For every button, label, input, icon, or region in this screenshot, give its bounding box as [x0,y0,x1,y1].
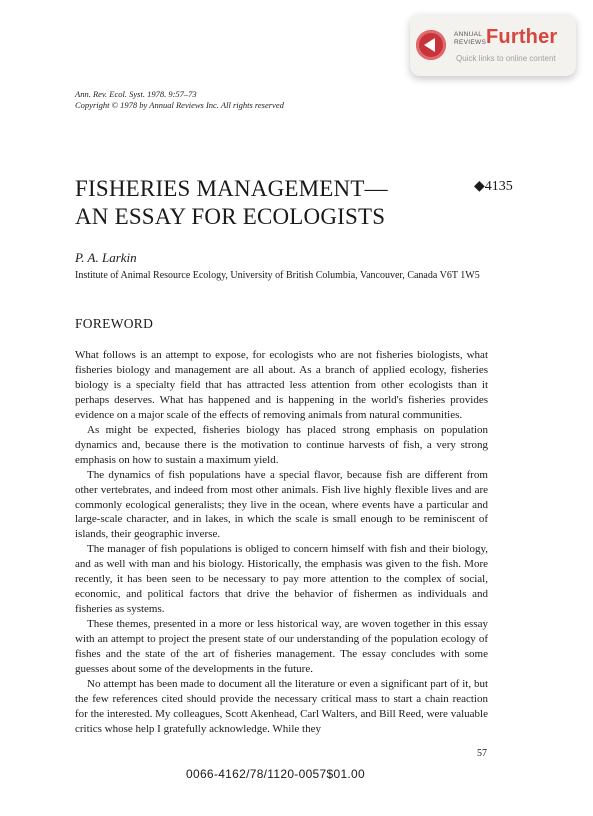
page-number: 57 [477,748,487,759]
paragraph: These themes, presented in a more or less historical way, are woven together in this essay with an attempt to project the present state of our understanding of the population ecology of fishes and the state of the art of fisheries management. The essay concludes with some guesses about some of the developments in the future. [75,618,488,676]
paragraph: The manager of fish populations is obliged to concern himself with fish and their biology, and as well with man and his biology. Historically, the emphasis was given to the fish. More recently, it has been seen to be necessary to pay more attention to the complex of social, economic, and political factors that drive the behavior of fishermen as individuals and fisheries as systems. [75,543,488,616]
article-title [75,175,388,231]
author-name: P. A. Larkin [75,250,137,265]
citation-line-2: Copyright © 1978 by Annual Reviews Inc. All rights reserved [75,100,284,110]
title-line-1: FISHERIES MANAGEMENT— [75,176,388,201]
further-label: Further [486,26,558,48]
paragraph: The dynamics of fish populations have a special flavor, because fish are different from other vertebrates, and indeed from most other animals. Fish live highly flexible lives and are commonly ecological generalists; they live in the ocean, where events have a particular and large-scale character, and in lakes, in which the scale is small enough to be reminiscent of islands, their geographic inverse. [75,468,488,541]
annual-reviews-label: ANNUAL REVIEWS [454,31,487,46]
title-line-2: AN ESSAY FOR ECOLOGISTS [75,204,386,229]
paragraph: No attempt has been made to document all the literature or even a significant part of it, but the few references cited should provide the necessary critical mass to start a chain reaction for the interested. My colleagues, Scott Akenhead, Carl Walters, and Bill Reed, were valuable critics whose help I gratefully acknowledge. While they [75,677,488,735]
paragraph: As might be expected, fisheries biology has placed strong emphasis on population dynamics and, because there is the motivation to continue harvests of fish, a very strong emphasis on how to sustain a maximum yield. [75,423,488,466]
further-tagline: Quick links to online content [456,54,556,63]
section-heading: FOREWORD [75,316,154,331]
footer-code: 0066-4162/78/1120-0057$01.00 [186,767,366,781]
author-affiliation: Institute of Animal Resource Ecology, University of British Columbia, Vancouver, Canada V6T 1W5 [75,270,480,281]
citation-line-1: Ann. Rev. Ecol. Syst. 1978. 9:57–73 [75,89,197,99]
further-badge[interactable] [410,14,576,76]
journal-citation [75,89,284,111]
paragraph: What follows is an attempt to expose, for ecologists who are not fisheries biologists, what fisheries biology and management are all about. As a branch of applied ecology, fisheries biology is a specialty field that has attracted less attention from other ecologists than it perhaps deserves. What has happened and is happening in the world's fisheries provides evidence on a major scale of the effects of removing animals from natural communities. [75,349,488,421]
body-text [75,348,488,737]
back-arrow-icon [416,30,446,60]
article-code: ◆4135 [474,179,513,194]
